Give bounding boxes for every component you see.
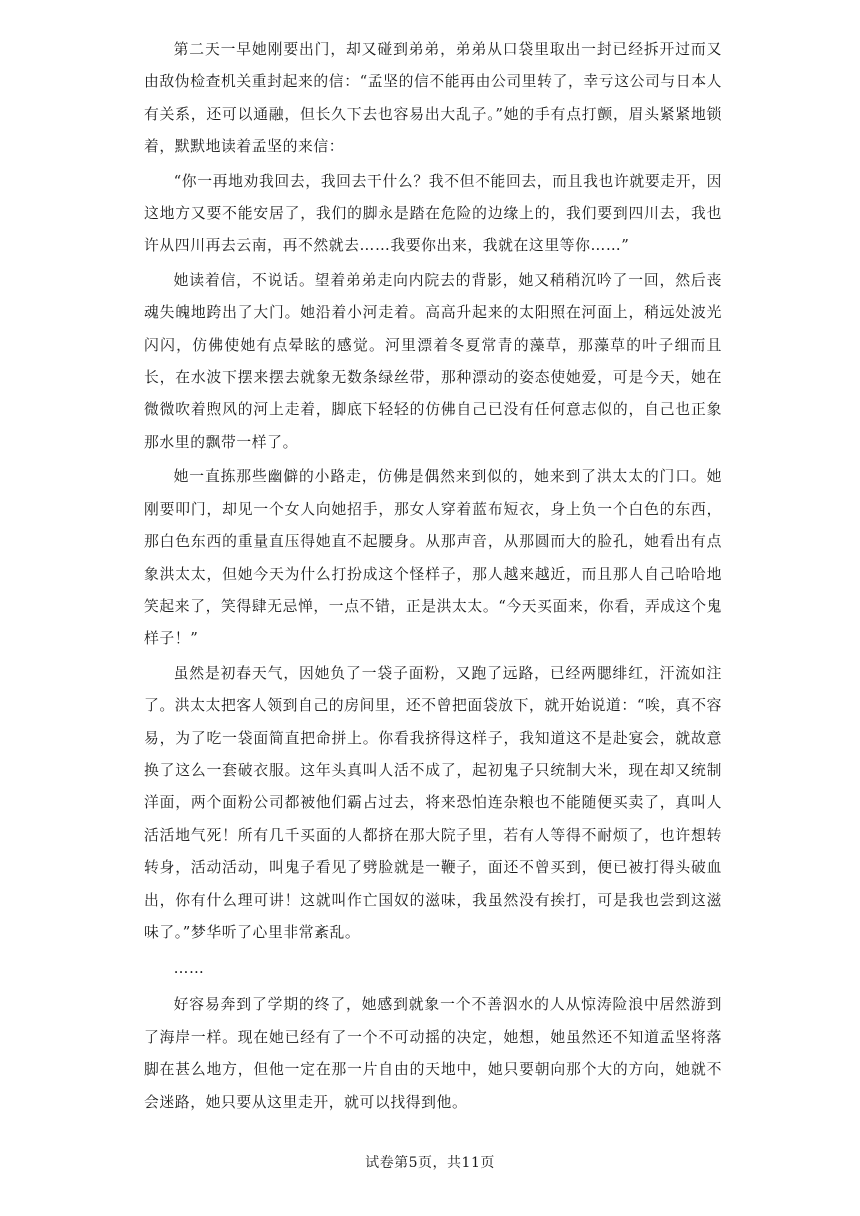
page-footer: 试卷第5页，共11页 <box>365 1155 495 1171</box>
passage-body <box>144 34 722 1121</box>
omission-ellipsis: …… <box>173 960 205 978</box>
paragraph-letter-content: “你一再地劝我回去，我回去干什么？我不但不能回去，而且我也许就要走开，因这地方又要不能安居了，我们的脚永是踏在危险的边缘上的，我们要到四川去，我也许从四川再去云南，再不然就去……我要你出来，我就在这里等你……” <box>144 172 722 255</box>
paragraph-letter-arrival: 第二天一早她刚要出门，却又碰到弟弟，弟弟从口袋里取出一封已经拆开过而又由敌伪检查机关重封起来的信：“孟坚的信不能再由公司里转了，幸亏这公司与日本人有关系，还可以通融，但长久下去也容易出大乱子。”她的手有点打颤，眉头紧紧地锁着，默默地读着孟坚的来信： <box>144 41 722 156</box>
paragraph-river-walk: 她读着信，不说话。望着弟弟走向内院去的背影，她又稍稍沉吟了一回，然后丧魂失魄地跨出了大门。她沿着小河走着。高高升起来的太阳照在河面上，稍远处波光闪闪，仿佛使她有点晕眩的感觉。河里漂着冬夏常青的藻草，那藻草的叶子细而且长，在水波下摆来摆去就象无数条绿丝带，那种漂动的姿态使她爱，可是今天，她在微微吹着煦风的河上走着，脚底下轻轻的仿佛自己已没有任何意志似的，自己也正象那水里的飘带一样了。 <box>144 271 722 451</box>
paragraph-flour-story: 虽然是初春天气，因她负了一袋子面粉，又跑了远路，已经两腮绯红，汗流如注了。洪太太把客人领到自己的房间里，还不曾把面袋放下，就开始说道：“唉，真不容易，为了吃一袋面简直把命拼上。你看我挤得这样子，我知道这不是赴宴会，就故意换了这么一套破衣服。这年头真叫人活不成了，起初鬼子只统制大米，现在却又统制洋面，两个面粉公司都被他们霸占过去，将来恐怕连杂粮也不能随便买卖了，真叫人活活地气死！所有几千买面的人都挤在那大院子里，若有人等得不耐烦了，也许想转转身，活动活动，叫鬼子看见了劈脸就是一鞭子，面还不曾买到，便已被打得头破血出，你有什么理可讲！这就叫作亡国奴的滋味，我虽然没有挨打，可是我也尝到这滋味了。”梦华听了心里非常紊乱。 <box>144 664 722 941</box>
paragraph-closing: 好容易奔到了学期的终了，她感到就象一个不善泅水的人从惊涛险浪中居然游到了海岸一样。现在她已经有了一个不可动摇的决定，她想，她虽然还不知道孟坚将落脚在甚么地方，但他一定在那一片自由的天地中，她只要朝向那个大的方向，她就不会迷路，她只要从这里走开，就可以找得到他。 <box>144 996 722 1111</box>
paragraph-mrs-hong-arrival: 她一直拣那些幽僻的小路走，仿佛是偶然来到似的，她来到了洪太太的门口。她刚要叩门，却见一个女人向她招手，那女人穿着蓝布短衣，身上负一个白色的东西，那白色东西的重量直压得她直不起腰身。从那声音，从那圆而大的脸孔，她看出有点象洪太太，但她今天为什么打扮成这个怪样子，那人越来越近，而且那人自己哈哈地笑起来了，笑得肆无忌惮，一点不错，正是洪太太。“今天买面来，你看，弄成这个鬼样子！” <box>144 468 722 648</box>
